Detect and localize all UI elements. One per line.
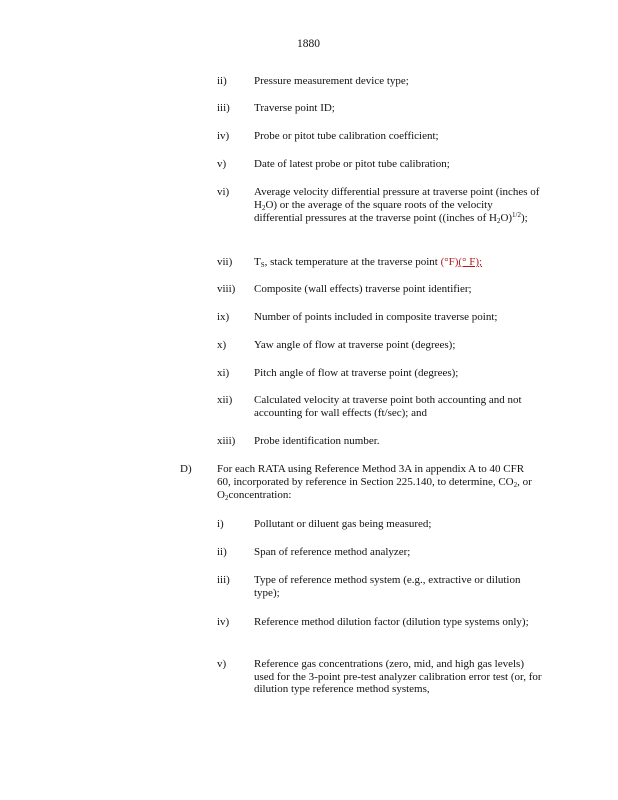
- list-item-text: Type of reference method system (e.g., extractive or dilution type);: [254, 574, 521, 599]
- list-item-label: v): [217, 658, 227, 670]
- list-item-label: ii): [217, 546, 227, 558]
- list-item-label: iii): [217, 102, 230, 114]
- list-item-text: Probe or pitot tube calibration coefficient;: [254, 130, 439, 142]
- list-item-text: Average velocity differential pressure at traverse point (inches of $H_2O$) or the average of the square roots of the velocity differential pressures at the traverse point ((inches of $H_2O)^{1/2}$);: [254, 186, 540, 225]
- list-item-text: Traverse point ID;: [254, 102, 335, 114]
- deleted-text: (°F): [440, 256, 459, 268]
- list-item-label: xi): [217, 367, 230, 379]
- list-item-label: v): [217, 158, 227, 170]
- section-text: For each RATA using Reference Method 3A in appendix A to 40 CFR 60, incorporated by reference in Section 225.140, to determine, $CO_2$, or $O_2concentration$:: [217, 463, 532, 502]
- list-item-text: Span of reference method analyzer;: [254, 546, 411, 558]
- list-item-label: iv): [217, 616, 230, 628]
- list-item-label: x): [217, 339, 227, 351]
- list-item-text: Composite (wall effects) traverse point identifier;: [254, 283, 472, 295]
- section-label: D): [180, 463, 192, 475]
- list-item-text: Pitch angle of flow at traverse point (degrees);: [254, 367, 459, 379]
- list-item-label: ix): [217, 311, 230, 323]
- list-item-label: xiii): [217, 435, 236, 447]
- list-item-text: Reference gas concentrations (zero, mid, and high gas levels) used for the 3-point pre-test analyzer calibration error test (or, for dilution type reference method systems,: [254, 658, 542, 695]
- list-item-label: iv): [217, 130, 230, 142]
- list-item-label: vii): [217, 256, 233, 268]
- list-item-text: Probe identification number.: [254, 435, 380, 447]
- list-item-text: Pollutant or diluent gas being measured;: [254, 518, 432, 530]
- list-item-text: $T_S$, stack temperature at the traverse point (°F)(° F);: [254, 256, 483, 269]
- list-item-text: Date of latest probe or pitot tube calibration;: [254, 158, 450, 170]
- list-item-text: Yaw angle of flow at traverse point (degrees);: [254, 339, 456, 351]
- list-item-label: i): [217, 518, 224, 530]
- list-item-label: viii): [217, 283, 236, 295]
- list-item-text: Number of points included in composite traverse point;: [254, 311, 498, 323]
- list-item-text: Pressure measurement device type;: [254, 75, 409, 87]
- list-item-text: Reference method dilution factor (dilution type systems only);: [254, 616, 529, 628]
- page-number: 1880: [297, 38, 320, 50]
- list-item-text: Calculated velocity at traverse point both accounting and not accounting for wall effects (ft/sec); and: [254, 394, 522, 419]
- list-item-label: vi): [217, 186, 230, 198]
- list-item-label: xii): [217, 394, 233, 406]
- list-item-label: ii): [217, 75, 227, 87]
- list-item-label: iii): [217, 574, 230, 586]
- inserted-text: (° F): [458, 256, 480, 268]
